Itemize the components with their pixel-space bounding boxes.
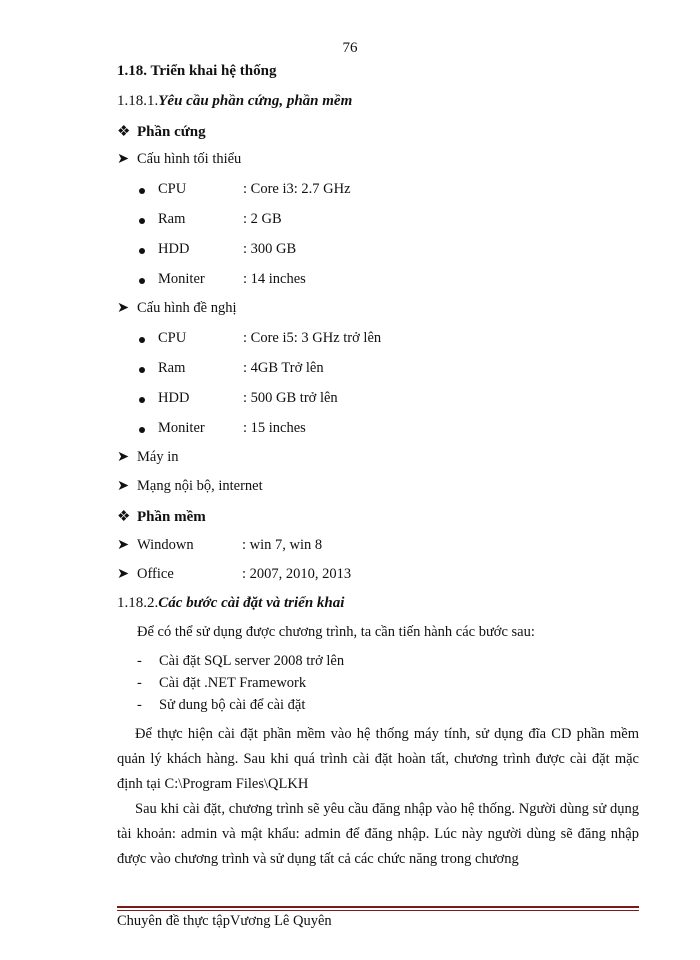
subsection-title: Yêu cầu phần cứng, phần mềm: [158, 93, 353, 109]
spec-value: : Core i5: 3 GHz trở lên: [243, 330, 382, 346]
rec-config-heading: [117, 300, 236, 317]
subsection-heading-1: [117, 93, 352, 110]
spec-value: : 2 GB: [243, 211, 282, 227]
software-item: [117, 537, 517, 557]
footer-rule: [117, 906, 639, 908]
bullet-icon: [139, 337, 145, 343]
printer-item: [117, 449, 178, 466]
subsection-number: 1.18.2.: [117, 595, 159, 611]
arrow-bullet-icon: ➤: [117, 151, 130, 167]
bullet-icon: [139, 397, 145, 403]
spec-key: Moniter: [158, 420, 205, 436]
step-text: Cài đặt .NET Framework: [159, 675, 307, 691]
arrow-bullet-icon: ➤: [117, 300, 130, 316]
step-item: [137, 675, 437, 695]
step-text: Cài đặt SQL server 2008 trở lên: [159, 653, 345, 669]
spec-key: Ram: [158, 360, 186, 376]
subsection-heading-2: [117, 595, 344, 612]
spec-value: : Core i3: 2.7 GHz: [243, 181, 351, 197]
printer-text: Máy in: [137, 449, 179, 465]
arrow-bullet-icon: ➤: [117, 478, 130, 494]
arrow-bullet-icon: ➤: [117, 537, 130, 553]
page-footer: Chuyên đề thực tậpVương Lê Quyên: [117, 913, 332, 929]
bullet-icon: [139, 248, 145, 254]
dash-bullet-icon: -: [137, 653, 142, 669]
steps-intro: Để có thể sử dụng được chương trình, ta cần tiến hành các bước sau:: [137, 624, 535, 640]
spec-value: : 300 GB: [243, 241, 297, 257]
software-value: : 2007, 2010, 2013: [242, 566, 352, 582]
software-value: : win 7, win 8: [242, 537, 323, 553]
section-title: 1.18. Triển khai hệ thống: [117, 63, 277, 79]
diamond-bullet-icon: ❖: [117, 509, 131, 525]
subsection-title: Các bước cài đặt và triển khai: [158, 595, 345, 611]
spec-key: Ram: [158, 211, 186, 227]
network-item: [117, 478, 263, 495]
subsection-number: 1.18.1.: [117, 93, 159, 109]
page-number: 76: [342, 40, 358, 56]
bullet-icon: [139, 278, 145, 284]
login-paragraph: Sau khi cài đặt, chương trình sẽ yêu cầu đăng nhập vào hệ thống. Người dùng sử dụng tài khoản: admin và mật khẩu: admin để đăng nhập. Lúc này người dùng sẽ đăng nhập được vào chương trình và sử dụng tất cả các chức năng trong chương: [117, 801, 639, 867]
spec-value: : 14 inches: [243, 271, 306, 287]
hardware-heading-text: Phần cứng: [137, 124, 206, 140]
bullet-icon: [139, 367, 145, 373]
spec-key: Moniter: [158, 271, 205, 287]
spec-key: HDD: [158, 241, 190, 257]
step-text: Sử dung bộ cài để cài đặt: [159, 697, 306, 713]
software-key: Windown: [137, 537, 194, 553]
spec-key: CPU: [158, 181, 187, 197]
diamond-bullet-icon: ❖: [117, 124, 131, 140]
min-config-heading: [117, 151, 241, 168]
arrow-bullet-icon: ➤: [117, 449, 130, 465]
step-item: [137, 697, 437, 717]
bullet-icon: [139, 427, 145, 433]
footer-rule-thin: [117, 910, 639, 911]
install-paragraph: Để thực hiện cài đặt phần mềm vào hệ thống máy tính, sử dụng đĩa CD phần mềm quản lý khách hàng. Sau khi quá trình cài đặt hoàn tất, chương trình được cài đặt mặc định tại C:\Program Files\QLKH: [117, 726, 639, 792]
min-config-text: Cấu hình tối thiểu: [137, 151, 242, 167]
bullet-icon: [139, 218, 145, 224]
spec-value: : 500 GB trở lên: [243, 390, 338, 406]
bullet-icon: [139, 188, 145, 194]
spec-key: HDD: [158, 390, 190, 406]
rec-config-text: Cấu hình đề nghị: [137, 300, 237, 316]
arrow-bullet-icon: ➤: [117, 566, 130, 582]
spec-key: CPU: [158, 330, 187, 346]
software-heading-text: Phần mềm: [137, 509, 206, 525]
hardware-heading: [117, 122, 206, 141]
dash-bullet-icon: -: [137, 697, 142, 713]
software-item: [117, 566, 517, 586]
dash-bullet-icon: -: [137, 675, 142, 691]
step-item: [137, 653, 437, 673]
spec-value: : 4GB Trở lên: [243, 360, 324, 376]
network-text: Mạng nội bộ, internet: [137, 478, 263, 494]
spec-value: : 15 inches: [243, 420, 306, 436]
software-heading: [117, 507, 206, 526]
software-key: Office: [137, 566, 174, 582]
